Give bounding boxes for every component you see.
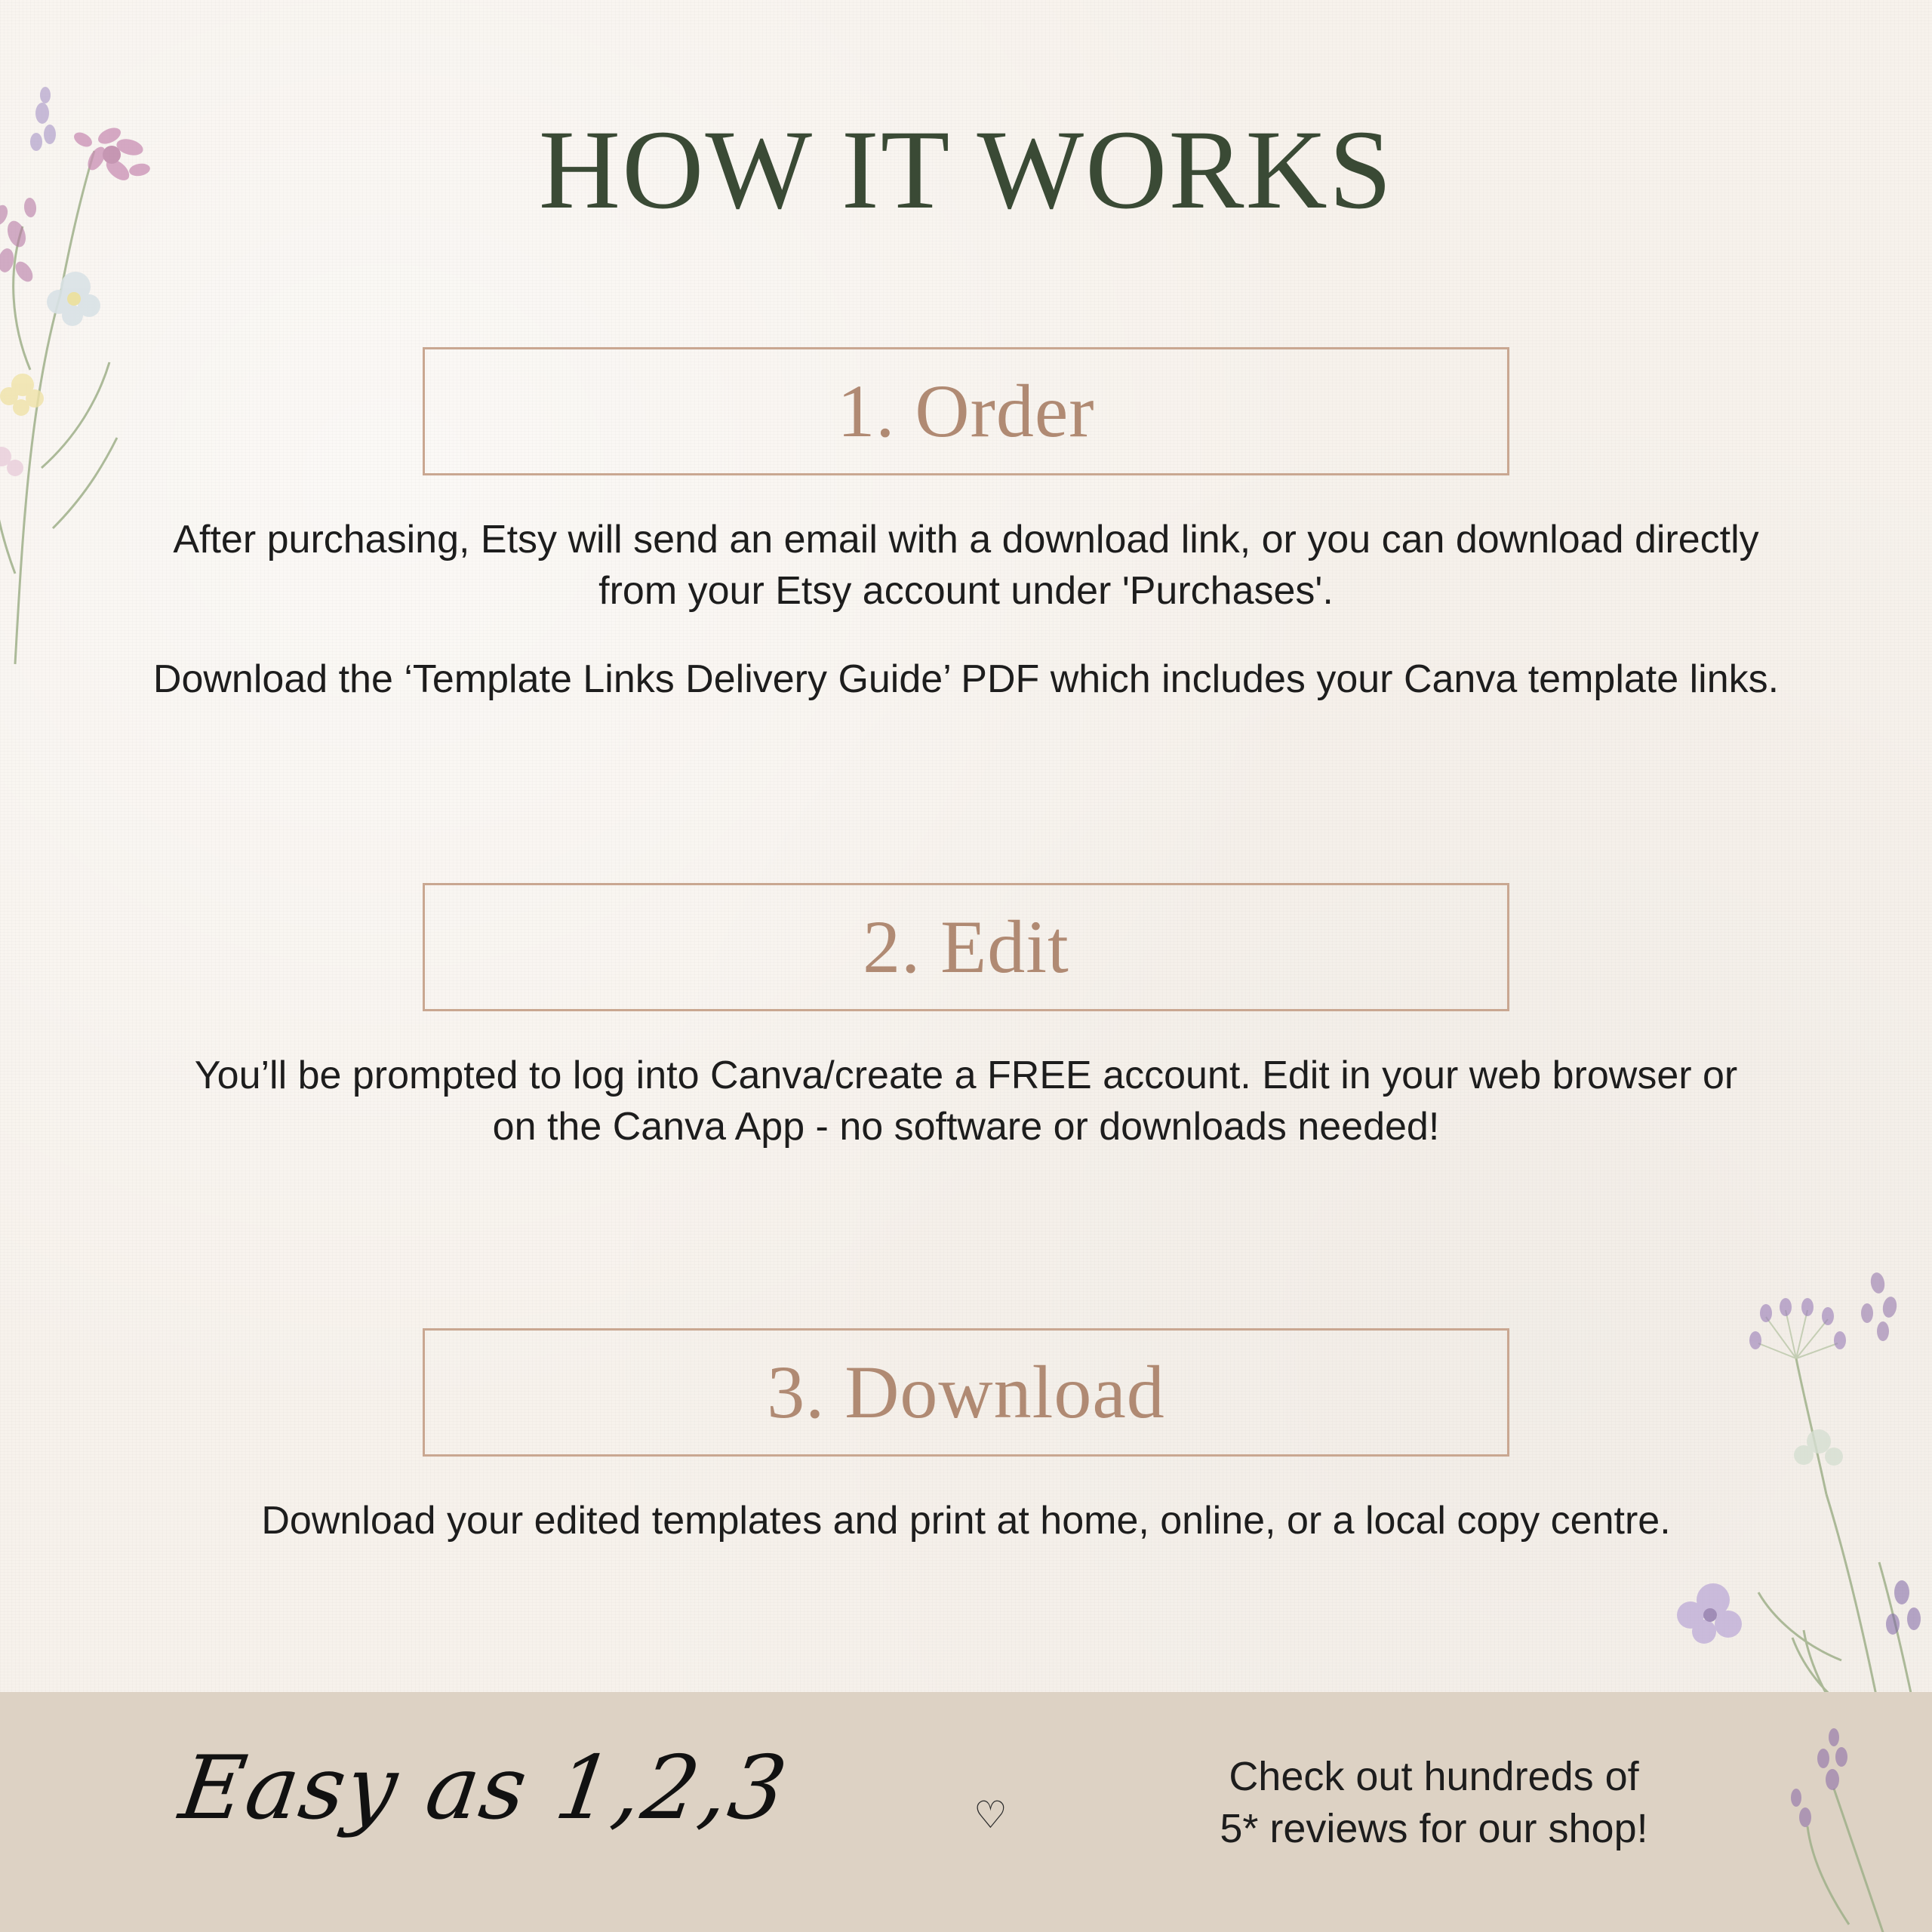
footer-reviews-line-2: 5* reviews for our shop! (1220, 1806, 1648, 1852)
step-download (261, 1328, 1671, 1547)
step-2-label: 2. Edit (863, 905, 1069, 989)
step-1-paragraph-2: Download the ‘Template Links Delivery Guide’ PDF which includes your Canva template links. (152, 657, 1780, 702)
step-2-paragraph-1: You’ll be prompted to log into Canva/create a FREE account. Edit in your web browser or on the Canva App - no software or downloads needed! (194, 1054, 1738, 1149)
page-title: HOW IT WORKS (538, 107, 1394, 232)
step-1-body (143, 515, 1789, 706)
step-1-box (423, 347, 1509, 475)
footer-reviews-line-1: Check out hundreds of (1229, 1754, 1639, 1799)
step-1-paragraph-1: After purchasing, Etsy will send an email with a download link, or you can download directly from your Etsy account under 'Purchases'. (173, 518, 1759, 613)
step-3-box (423, 1328, 1509, 1457)
step-edit (194, 883, 1738, 1152)
step-3-label: 3. Download (767, 1350, 1165, 1434)
footer-reviews-text (1102, 1751, 1766, 1855)
step-3-body (174, 1496, 1758, 1547)
footer-script-text: Easy as 1,2,3 (174, 1737, 794, 1839)
step-1-label: 1. Order (837, 369, 1095, 453)
step-2-box (423, 883, 1509, 1011)
footer-band (0, 1692, 1932, 1932)
heart-outline-icon: ♡ (974, 1794, 1008, 1836)
step-2-body (189, 1051, 1743, 1152)
step-order (152, 347, 1780, 706)
step-3-paragraph-1: Download your edited templates and print at home, online, or a local copy centre. (261, 1499, 1671, 1543)
